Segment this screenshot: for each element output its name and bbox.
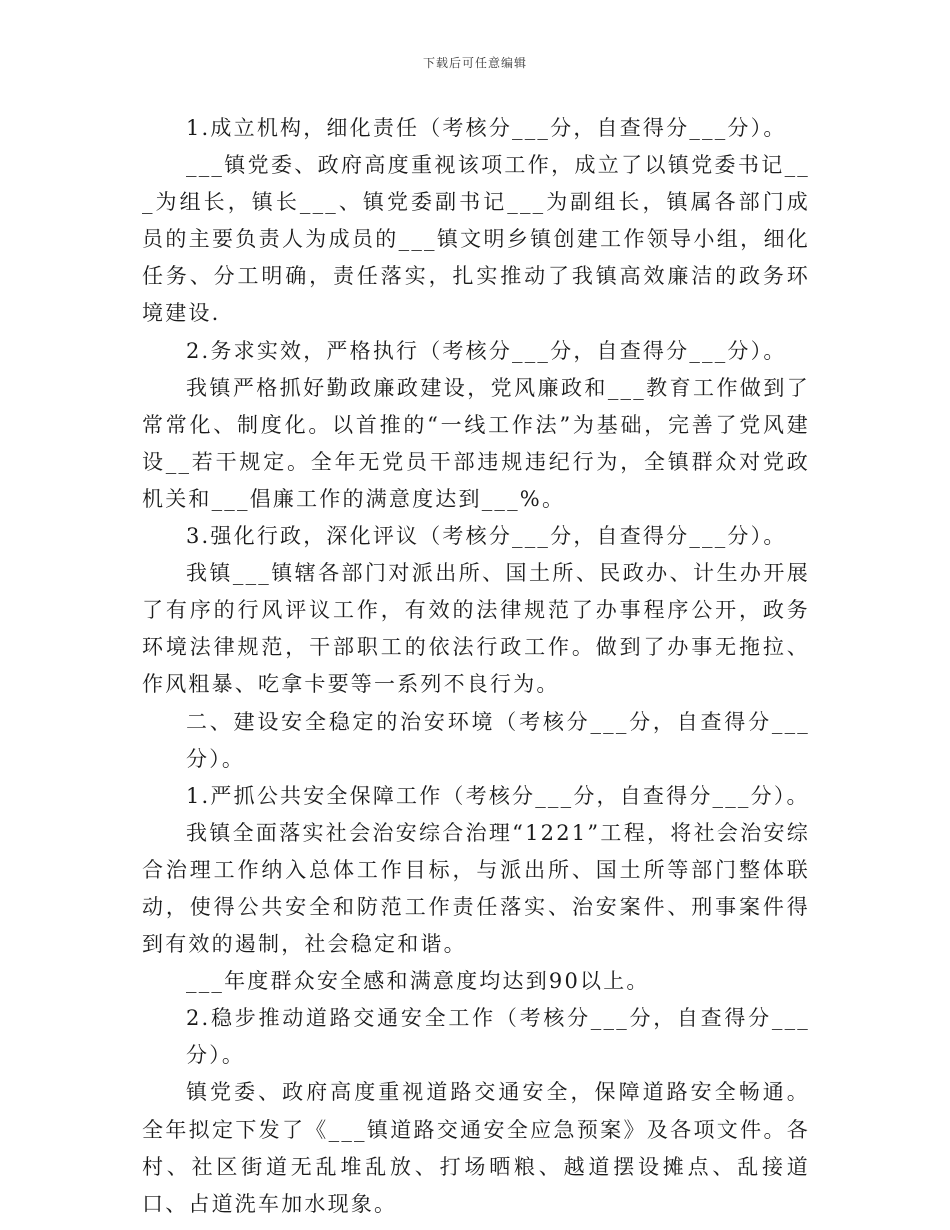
body-paragraph: ___镇党委、政府高度重视该项工作，成立了以镇党委书记___为组长，镇长___、镇党委副书记___为副组长，镇属各部门成员的主要负责人为成员的___镇文明乡镇创建工作领导小组，细化任务、分工明确，责任落实，扎实推动了我镇高效廉洁的政务环境建设. — [142, 153, 810, 326]
body-paragraph: 镇党委、政府高度重视道路交通安全，保障道路安全畅通。全年拟定下发了《___镇道路交通安全应急预案》及各项文件。各村、社区街道无乱堆乱放、打场晒粮、越道摆设摊点、乱接道口、占道洗车加水现象。 — [142, 1080, 810, 1216]
chapter-heading: 二、建设安全稳定的治安环境（考核分___分，自查得分___分）。 — [186, 709, 810, 771]
body-paragraph: ___年度群众安全感和满意度均达到90以上。 — [186, 969, 650, 994]
section-heading: 1.严抓公共安全保障工作（考核分___分，自查得分___分）。 — [186, 783, 810, 808]
section-heading: 2.稳步推动道路交通安全工作（考核分___分，自查得分___分）。 — [186, 1006, 810, 1068]
body-paragraph: 我镇严格抓好勤政廉政建设，党风廉政和___教育工作做到了常常化、制度化。以首推的“一线工作法”为基础，完善了党风建设__若干规定。全年无党员干部违规违纪行为，全镇群众对党政机关和___倡廉工作的满意度达到___%。 — [142, 375, 810, 511]
section-heading: 1.成立机构，细化责任（考核分___分，自查得分___分）。 — [186, 116, 787, 140]
section-heading: 2.务求实效，严格执行（考核分___分，自查得分___分）。 — [186, 338, 787, 363]
body-paragraph: 我镇___镇辖各部门对派出所、国土所、民政办、计生办开展了有序的行风评议工作，有效的法律规范了办事程序公开，政务环境法律规范，干部职工的依法行政工作。做到了办事无拖拉、作风粗暴、吃拿卡要等一系列不良行为。 — [142, 561, 810, 697]
document-body — [142, 110, 810, 1223]
header-note: 下载后可任意编辑 — [422, 56, 527, 70]
section-heading: 3.强化行政，深化评议（考核分___分，自查得分___分）。 — [186, 524, 787, 549]
body-paragraph: 我镇全面落实社会治安综合治理“1221”工程，将社会治安综合治理工作纳入总体工作目标，与派出所、国土所等部门整体联动，使得公共安全和防范工作责任落实、治安案件、刑事案件得到有效的遏制，社会稳定和谐。 — [142, 820, 810, 957]
